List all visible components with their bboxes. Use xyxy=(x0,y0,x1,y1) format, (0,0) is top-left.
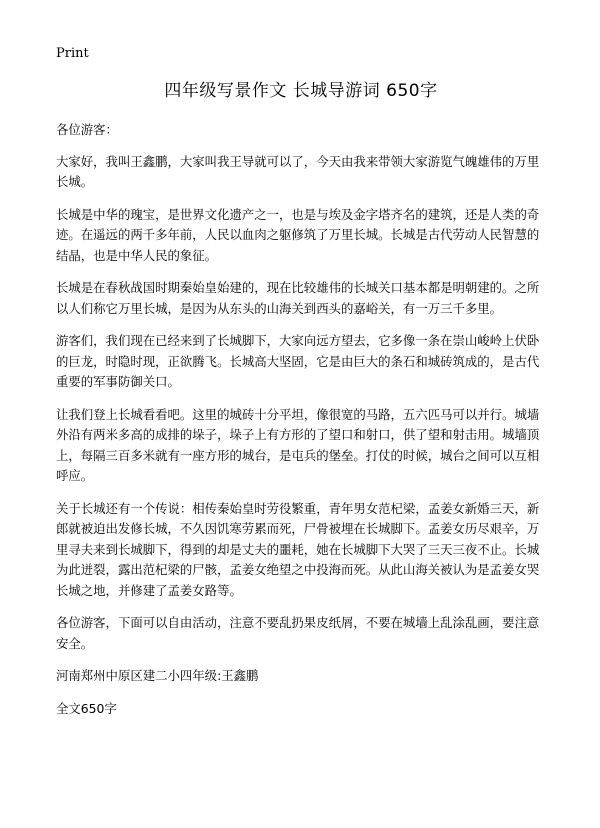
print-link[interactable]: Print xyxy=(56,46,89,61)
paragraph-5: 让我们登上长城看看吧。这里的城砖十分平坦，像很宽的马路，五六匹马可以并行。城墙外沿有两米多高的成排的垛子，垛子上有方形的了望口和射口，供了望和射击用。城墙顶上，每隔三百多米就有一座方形的城台，是屯兵的堡垒。打仗的时候，城台之间可以互相呼应。 xyxy=(56,406,540,483)
article-title: 四年级写景作文 长城导游词 650字 xyxy=(164,81,438,101)
paragraph-6: 关于长城还有一个传说：相传秦始皇时劳役繁重，青年男女范杞梁，孟姜女新婚三天，新郎就被迫出发修长城，不久因饥寒劳累而死，尸骨被埋在长城脚下。孟姜女历尽艰辛，万里寻夫来到长城脚下，得到的却是丈夫的噩耗，她在长城脚下大哭了三天三夜不止。长城为此迸裂，露出范杞梁的尸骸，孟姜女绝望之中投海而死。从此山海关被认为是孟姜女哭长城之地，并修建了孟姜女路等。 xyxy=(56,500,540,598)
paragraph-4: 游客们，我们现在已经来到了长城脚下，大家向远方望去，它多像一条在崇山峻岭上伏卧的巨龙，时隐时现，正欲腾飞。长城高大坚固，它是由巨大的条石和城砖筑成的，是古代重要的军事防御关口。 xyxy=(56,333,540,389)
paragraph-1: 大家好，我叫王鑫鹏，大家叫我王导就可以了，今天由我来带领大家游览气魄雄伟的万里长城。 xyxy=(56,153,540,189)
article-body xyxy=(56,120,550,731)
paragraph-3: 长城是在春秋战国时期秦始皇始建的，现在比较雄伟的长城关口基本都是明朝建的。之所以人们称它万里长城，是因为从东头的山海关到西头的嘉峪关，有一万三千多里。 xyxy=(56,280,540,316)
greeting: 各位游客： xyxy=(56,122,118,137)
paragraph-2: 长城是中华的瑰宝，是世界文化遗产之一，也是与埃及金字塔齐名的建筑，还是人类的奇迹。在遥远的两千多年前，人民以血肉之躯修筑了万里长城。长城是古代劳动人民智慧的结晶，也是中华人民的象征。 xyxy=(56,206,540,263)
author-line: 河南郑州中原区建二小四年级:王鑫鹏 xyxy=(56,668,259,683)
word-count: 全文650字 xyxy=(56,700,117,716)
paragraph-7: 各位游客，下面可以自由活动，注意不要乱扔果皮纸屑，不要在城墙上乱涂乱画，要注意安全。 xyxy=(56,615,540,651)
